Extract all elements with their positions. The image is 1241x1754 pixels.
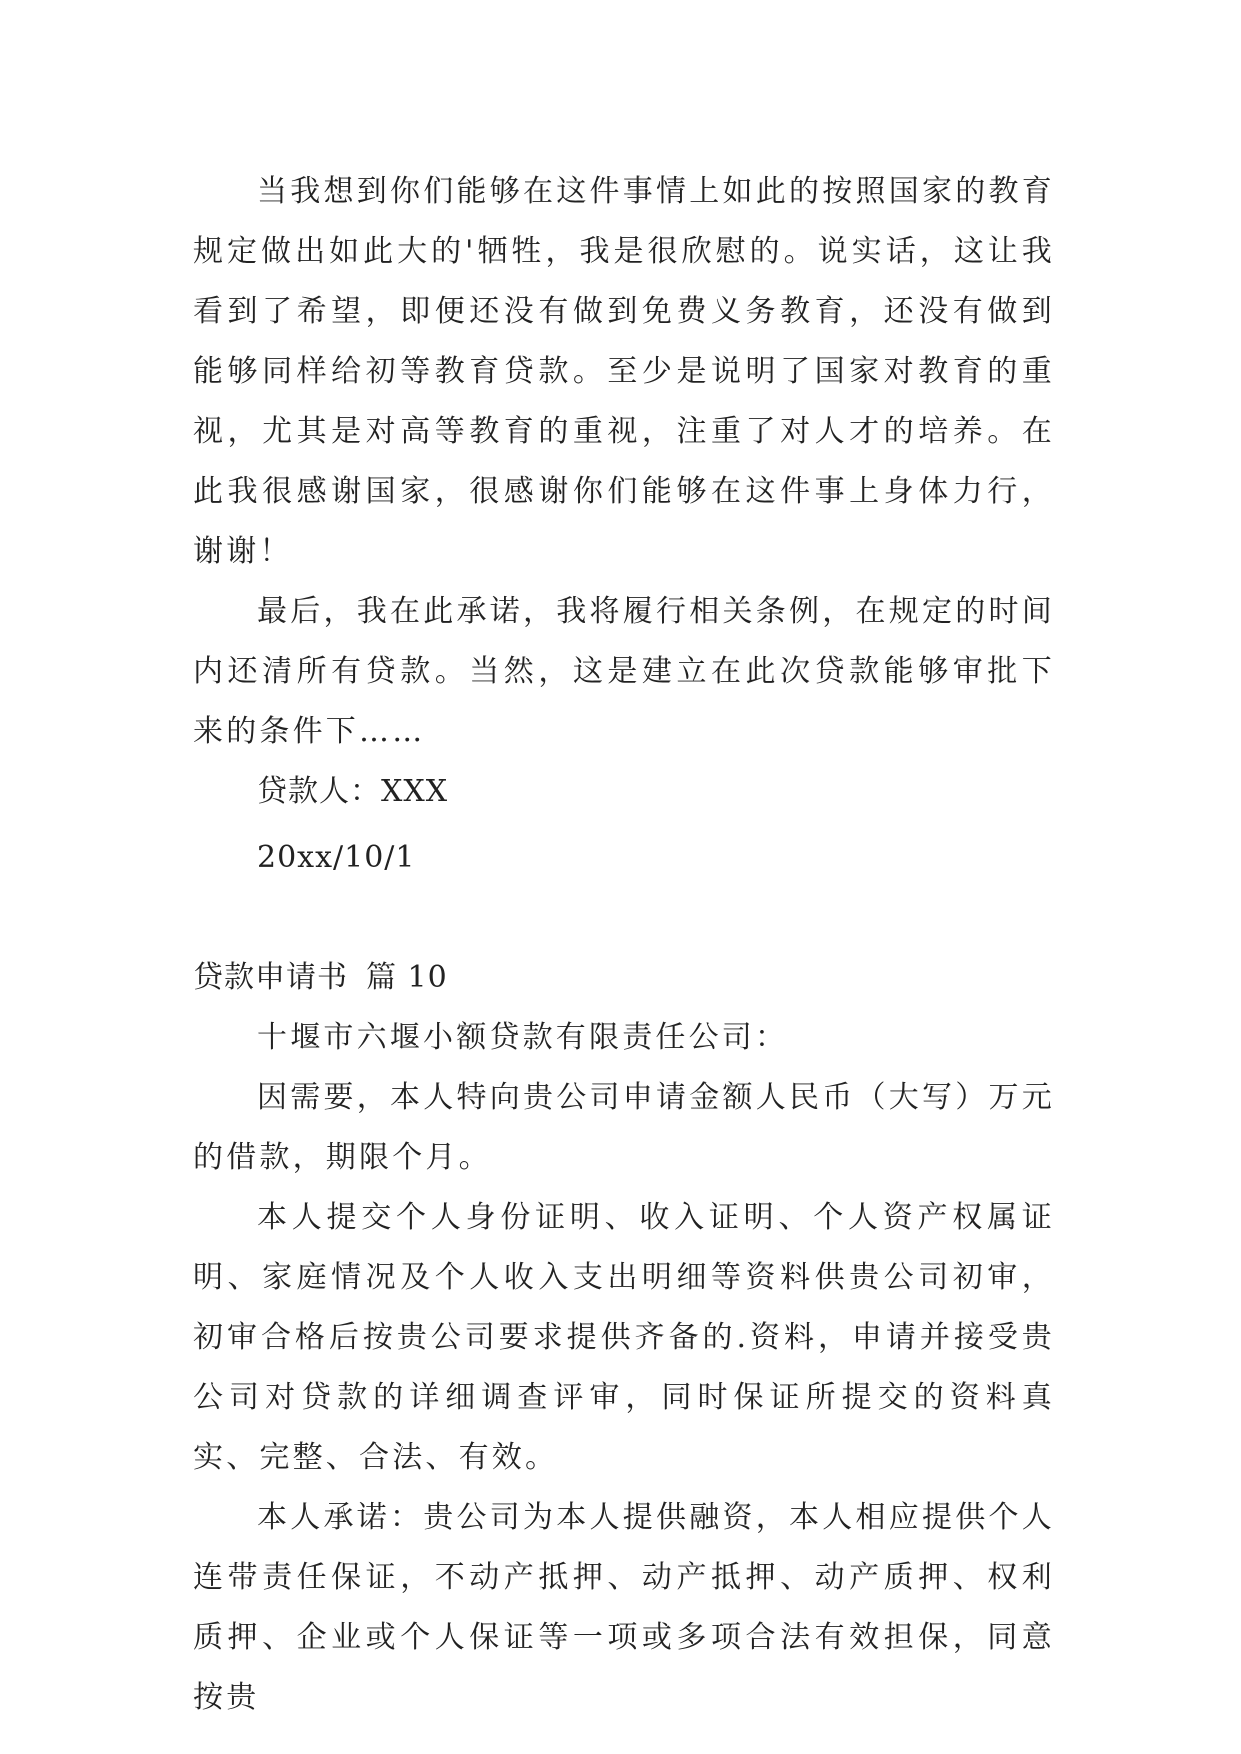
section-spacer: [193, 888, 1055, 948]
signature-line: 贷款人：XXX: [257, 774, 449, 809]
body-paragraph: 当我想到你们能够在这件事情上如此的按照国家的教育规定做出如此大的'牺牲，我是很欣慰的。说实话，这让我看到了希望，即便还没有做到免费义务教育，还没有做到能够同样给初等教育贷款。至少是说明了国家对教育的重视，尤其是对高等教育的重视，注重了对人才的培养。在此我很感谢国家，很感谢你们能够在这件事上身体力行，谢谢！: [193, 174, 1055, 569]
section-heading: [193, 948, 1055, 1008]
salutation: 十堰市六堰小额贷款有限责任公司：: [257, 1020, 789, 1055]
body-paragraph: 最后，我在此承诺，我将履行相关条例，在规定的时间内还清所有贷款。当然，这是建立在此次贷款能够审批下来的条件下……: [193, 594, 1055, 749]
body-paragraph: 因需要，本人特向贵公司申请金额人民币（大写）万元的借款，期限个月。: [193, 1080, 1055, 1175]
section-number: 篇 10: [366, 960, 448, 995]
section-title: 贷款申请书: [193, 960, 348, 995]
document-page: [193, 162, 1055, 1728]
body-paragraph: 本人提交个人身份证明、收入证明、个人资产权属证明、家庭情况及个人收入支出明细等资料供贵公司初审，初审合格后按贵公司要求提供齐备的.资料，申请并接受贵公司对贷款的详细调查评审，同时保证所提交的资料真实、完整、合法、有效。: [193, 1200, 1055, 1475]
date-line: 20xx/10/1: [257, 840, 416, 875]
body-paragraph: 本人承诺：贵公司为本人提供融资，本人相应提供个人连带责任保证，不动产抵押、动产抵押、动产质押、权利质押、企业或个人保证等一项或多项合法有效担保，同意按贵: [193, 1500, 1055, 1715]
